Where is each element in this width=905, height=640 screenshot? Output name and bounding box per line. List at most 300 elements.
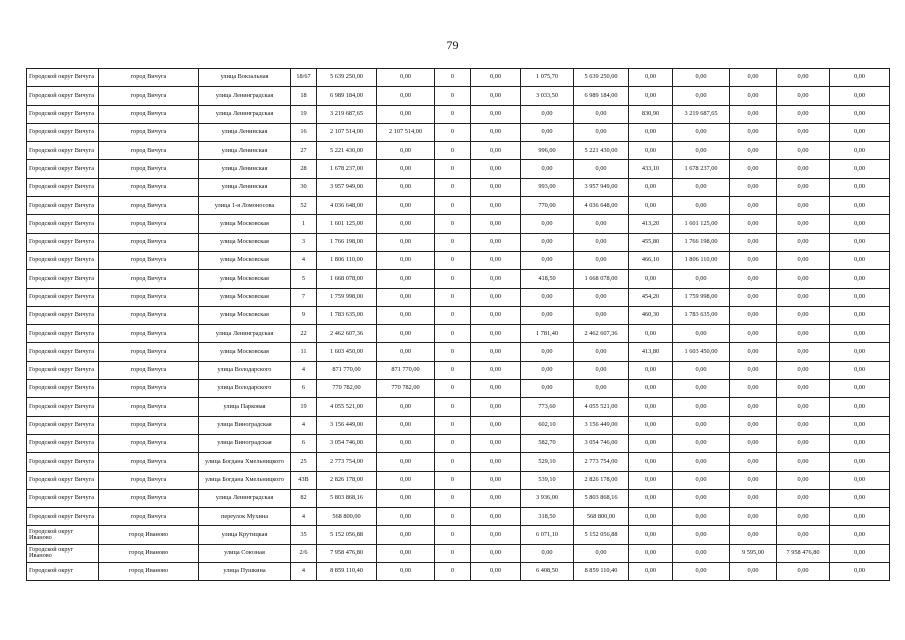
table-cell: 0,00 xyxy=(673,142,730,160)
table-cell: 0,00 xyxy=(377,142,435,160)
table-cell: 4 xyxy=(291,563,317,581)
table-cell: 1 678 237,00 xyxy=(317,160,377,178)
table-row xyxy=(27,105,890,123)
table-cell: 25 xyxy=(291,453,317,471)
table-cell: 0,00 xyxy=(777,453,830,471)
table-cell: 0 xyxy=(435,343,471,361)
table-cell: город Вичуга xyxy=(99,105,199,123)
table-cell: 0,00 xyxy=(730,563,777,581)
table-cell: 7 xyxy=(291,288,317,306)
table-cell: 0,00 xyxy=(574,343,629,361)
table-cell: город Вичуга xyxy=(99,123,199,141)
table-cell: 0,00 xyxy=(730,288,777,306)
table-cell: 0,00 xyxy=(377,343,435,361)
table-cell: 3 936,00 xyxy=(521,489,574,507)
table-cell: 0,00 xyxy=(574,215,629,233)
table-cell: 0,00 xyxy=(830,251,890,269)
table-cell: 3 957 949,00 xyxy=(574,178,629,196)
table-cell: 0,00 xyxy=(377,471,435,489)
table-cell: 0,00 xyxy=(830,197,890,215)
table-cell: 5 152 056,88 xyxy=(317,526,377,544)
table-cell: Городской округ Вичуга xyxy=(27,398,99,416)
table-cell: улица Володарского xyxy=(199,361,291,379)
table-cell: 318,50 xyxy=(521,508,574,526)
table-cell: улица Ленинская xyxy=(199,142,291,160)
table-cell: 0,00 xyxy=(830,105,890,123)
table-cell: 0 xyxy=(435,526,471,544)
table-cell: 455,80 xyxy=(629,233,673,251)
table-cell: город Вичуга xyxy=(99,87,199,105)
table-row xyxy=(27,526,890,544)
table-cell: 0,00 xyxy=(377,87,435,105)
table-cell: 0,00 xyxy=(629,270,673,288)
table-cell: 0 xyxy=(435,215,471,233)
table-cell: 0,00 xyxy=(730,526,777,544)
table-cell: 0,00 xyxy=(629,361,673,379)
table-cell: 0,00 xyxy=(377,306,435,324)
table-cell: 0,00 xyxy=(471,380,521,398)
table-cell: 0,00 xyxy=(830,178,890,196)
table-cell: 0 xyxy=(435,471,471,489)
table-cell: 0,00 xyxy=(777,123,830,141)
table-cell: 0,00 xyxy=(777,105,830,123)
table-cell: 460,30 xyxy=(629,306,673,324)
table-cell: город Вичуга xyxy=(99,361,199,379)
table-cell: 0,00 xyxy=(471,306,521,324)
table-cell: 0,00 xyxy=(471,215,521,233)
table-cell: город Вичуга xyxy=(99,288,199,306)
table-cell: 466,10 xyxy=(629,251,673,269)
table-row xyxy=(27,416,890,434)
table-cell: 4 xyxy=(291,508,317,526)
table-cell: 4 xyxy=(291,361,317,379)
table-cell: 0,00 xyxy=(730,508,777,526)
table-cell: 0,00 xyxy=(471,288,521,306)
table-cell: 0,00 xyxy=(521,380,574,398)
table-cell: 0,00 xyxy=(629,325,673,343)
page-number: 79 xyxy=(446,38,459,52)
table-cell: 1 783 635,00 xyxy=(317,306,377,324)
table-cell: 0 xyxy=(435,123,471,141)
table-cell: 0,00 xyxy=(777,288,830,306)
table-cell: 0,00 xyxy=(673,563,730,581)
table-cell: 0,00 xyxy=(574,361,629,379)
table-cell: 0,00 xyxy=(730,398,777,416)
table-cell: 0,00 xyxy=(471,251,521,269)
table-cell: улица Московская xyxy=(199,270,291,288)
table-cell: 0 xyxy=(435,398,471,416)
table-cell: 1 766 198,00 xyxy=(673,233,730,251)
table-cell: 1 781,40 xyxy=(521,325,574,343)
table-cell: 0,00 xyxy=(830,544,890,562)
table-cell: 0,00 xyxy=(471,508,521,526)
table-cell: город Вичуга xyxy=(99,471,199,489)
table-cell: 0,00 xyxy=(830,508,890,526)
table-cell: 0,00 xyxy=(521,233,574,251)
table-cell: Городской округ Вичуга xyxy=(27,489,99,507)
table-row xyxy=(27,251,890,269)
table-cell: 5 803 868,16 xyxy=(574,489,629,507)
table-cell: 0,00 xyxy=(730,325,777,343)
table-row xyxy=(27,87,890,105)
table-cell: улица Московская xyxy=(199,288,291,306)
table-cell: 0,00 xyxy=(471,123,521,141)
table-cell: 0,00 xyxy=(574,233,629,251)
table-cell: 0 xyxy=(435,361,471,379)
table-cell: 0 xyxy=(435,325,471,343)
table-cell: улица Ленинградская xyxy=(199,325,291,343)
table-cell: 0,00 xyxy=(377,416,435,434)
table-cell: 0,00 xyxy=(830,434,890,452)
table-cell: 0 xyxy=(435,197,471,215)
table-cell: 9 xyxy=(291,306,317,324)
table-cell: 0,00 xyxy=(673,87,730,105)
table-cell: город Вичуга xyxy=(99,306,199,324)
table-cell: город Иваново xyxy=(99,544,199,562)
table-cell: 0 xyxy=(435,380,471,398)
table-cell: 0 xyxy=(435,563,471,581)
table-cell: улица Пушкина xyxy=(199,563,291,581)
table-row xyxy=(27,471,890,489)
table-cell: город Вичуга xyxy=(99,233,199,251)
table-cell: 4 036 648,00 xyxy=(317,197,377,215)
table-cell: 0,00 xyxy=(574,544,629,562)
table-cell: 1 603 450,00 xyxy=(673,343,730,361)
table-cell: 871 770,00 xyxy=(317,361,377,379)
table-cell: 0,00 xyxy=(730,416,777,434)
table-cell: 0,00 xyxy=(574,306,629,324)
table-cell: 0,00 xyxy=(521,160,574,178)
table-cell: 0,00 xyxy=(377,270,435,288)
table-cell: 0,00 xyxy=(471,270,521,288)
table-cell: 413,20 xyxy=(629,215,673,233)
table-cell: 27 xyxy=(291,142,317,160)
table-cell: 0,00 xyxy=(730,233,777,251)
table-cell: 0,00 xyxy=(777,526,830,544)
table-cell: 0,00 xyxy=(777,251,830,269)
table-cell: улица Володарского xyxy=(199,380,291,398)
table-cell: 6 989 184,00 xyxy=(574,87,629,105)
table-cell: 0,00 xyxy=(777,508,830,526)
table-cell: 0 xyxy=(435,251,471,269)
table-cell: улица Ленинградская xyxy=(199,489,291,507)
table-cell: 0 xyxy=(435,489,471,507)
table-cell: 0 xyxy=(435,544,471,562)
register-table xyxy=(26,68,890,581)
table-cell: 0,00 xyxy=(471,142,521,160)
table-cell: 0,00 xyxy=(629,544,673,562)
table-cell: 0,00 xyxy=(830,563,890,581)
table-cell: 0,00 xyxy=(673,361,730,379)
table-cell: 0,00 xyxy=(377,508,435,526)
table-cell: 0,00 xyxy=(377,215,435,233)
table-cell: город Вичуга xyxy=(99,197,199,215)
table-cell: 0 xyxy=(435,288,471,306)
table-cell: Городской округ Вичуга xyxy=(27,380,99,398)
table-cell: 0,00 xyxy=(673,69,730,87)
table-cell: 0,00 xyxy=(730,69,777,87)
table-cell: 0,00 xyxy=(730,178,777,196)
table-cell: Городской округ Вичуга xyxy=(27,325,99,343)
table-row xyxy=(27,215,890,233)
table-cell: улица Ленинская xyxy=(199,123,291,141)
table-cell: 5 221 430,00 xyxy=(574,142,629,160)
table-cell: 0,00 xyxy=(777,471,830,489)
table-cell: 0,00 xyxy=(830,288,890,306)
table-cell: 1 806 110,00 xyxy=(673,251,730,269)
table-cell: 3 054 746,00 xyxy=(317,434,377,452)
table-cell: 0,00 xyxy=(830,526,890,544)
table-cell: город Вичуга xyxy=(99,178,199,196)
table-cell: Городской округ Вичуга xyxy=(27,361,99,379)
table-cell: 18/67 xyxy=(291,69,317,87)
table-cell: 0,00 xyxy=(730,380,777,398)
table-cell: 996,00 xyxy=(521,142,574,160)
table-cell: 0,00 xyxy=(471,69,521,87)
table-cell: 0,00 xyxy=(730,160,777,178)
table-cell: 529,10 xyxy=(521,453,574,471)
table-cell: 0,00 xyxy=(471,105,521,123)
table-cell: город Вичуга xyxy=(99,325,199,343)
table-cell: Городской округ Вичуга xyxy=(27,508,99,526)
table-cell: 0,00 xyxy=(777,306,830,324)
table-cell: 0,00 xyxy=(673,544,730,562)
table-cell: 0,00 xyxy=(629,471,673,489)
table-row xyxy=(27,325,890,343)
table-cell: улица 1-я Ломоносова xyxy=(199,197,291,215)
table-cell: улица Богдана Хмельницкого xyxy=(199,471,291,489)
table-cell: 0,00 xyxy=(777,398,830,416)
table-cell: 0,00 xyxy=(830,123,890,141)
register-table-body xyxy=(27,69,890,581)
table-cell: 0,00 xyxy=(377,233,435,251)
table-cell: улица Виноградская xyxy=(199,416,291,434)
table-cell: улица Ленинградская xyxy=(199,105,291,123)
table-cell: 3 219 687,65 xyxy=(673,105,730,123)
table-cell: 0,00 xyxy=(629,489,673,507)
table-cell: 0,00 xyxy=(730,489,777,507)
table-cell: 0,00 xyxy=(730,453,777,471)
table-cell: 0,00 xyxy=(777,434,830,452)
table-cell: 0,00 xyxy=(730,434,777,452)
table-row xyxy=(27,306,890,324)
table-cell: улица Московская xyxy=(199,306,291,324)
table-cell: 0,00 xyxy=(471,233,521,251)
table-cell: 0,00 xyxy=(777,233,830,251)
table-cell: 4 055 521,00 xyxy=(574,398,629,416)
table-cell: город Вичуга xyxy=(99,416,199,434)
table-cell: 0 xyxy=(435,87,471,105)
table-cell: 6 989 184,00 xyxy=(317,87,377,105)
table-cell: 9 595,00 xyxy=(730,544,777,562)
table-cell: 0,00 xyxy=(377,526,435,544)
table-cell: 6 xyxy=(291,434,317,452)
table-row xyxy=(27,197,890,215)
table-cell: 0,00 xyxy=(730,87,777,105)
table-cell: 0,00 xyxy=(730,105,777,123)
table-cell: 4 036 648,00 xyxy=(574,197,629,215)
table-cell: 2 826 178,00 xyxy=(574,471,629,489)
table-cell: 0,00 xyxy=(629,69,673,87)
table-row xyxy=(27,178,890,196)
table-cell: 4 xyxy=(291,416,317,434)
table-row xyxy=(27,398,890,416)
table-cell: улица Крутицкая xyxy=(199,526,291,544)
table-cell: 0,00 xyxy=(730,343,777,361)
table-row xyxy=(27,380,890,398)
table-cell: 1 075,70 xyxy=(521,69,574,87)
table-cell: 0,00 xyxy=(830,453,890,471)
table-cell: 0,00 xyxy=(730,215,777,233)
table-cell: 0,00 xyxy=(730,361,777,379)
table-cell: 0,00 xyxy=(471,87,521,105)
table-cell: 0 xyxy=(435,105,471,123)
table-cell: 0,00 xyxy=(377,288,435,306)
table-cell: 0,00 xyxy=(830,142,890,160)
table-cell: 0,00 xyxy=(673,508,730,526)
table-cell: 6 071,10 xyxy=(521,526,574,544)
table-cell: 0,00 xyxy=(830,416,890,434)
table-cell: город Вичуга xyxy=(99,434,199,452)
table-cell: 0 xyxy=(435,306,471,324)
table-cell: 0,00 xyxy=(629,508,673,526)
table-cell: 5 xyxy=(291,270,317,288)
table-cell: Городской округ Иваново xyxy=(27,526,99,544)
table-cell: 5 639 250,00 xyxy=(574,69,629,87)
table-cell: 0,00 xyxy=(830,380,890,398)
table-cell: 43В xyxy=(291,471,317,489)
table-cell: 0,00 xyxy=(471,416,521,434)
table-cell: 0,00 xyxy=(377,434,435,452)
table-row xyxy=(27,489,890,507)
table-row xyxy=(27,233,890,251)
table-cell: город Вичуга xyxy=(99,380,199,398)
table-cell: улица Московская xyxy=(199,233,291,251)
table-cell: 0,00 xyxy=(730,270,777,288)
table-cell: 2 773 754,00 xyxy=(574,453,629,471)
table-cell: 0,00 xyxy=(629,87,673,105)
table-cell: Городской округ Вичуга xyxy=(27,123,99,141)
table-cell: 0,00 xyxy=(830,489,890,507)
table-cell: 0,00 xyxy=(629,434,673,452)
table-row xyxy=(27,563,890,581)
table-cell: город Вичуга xyxy=(99,251,199,269)
table-cell: 0,00 xyxy=(521,361,574,379)
table-cell: переулок Мухина xyxy=(199,508,291,526)
table-cell: 993,00 xyxy=(521,178,574,196)
table-cell: 0,00 xyxy=(521,123,574,141)
table-cell: 0,00 xyxy=(830,306,890,324)
table-cell: город Вичуга xyxy=(99,398,199,416)
table-cell: 413,80 xyxy=(629,343,673,361)
table-cell: 0 xyxy=(435,434,471,452)
table-cell: 0,00 xyxy=(629,563,673,581)
table-cell: 2 462 607,36 xyxy=(574,325,629,343)
table-cell: 7 958 476,80 xyxy=(317,544,377,562)
table-cell: 582,70 xyxy=(521,434,574,452)
table-cell: 0,00 xyxy=(777,142,830,160)
table-cell: 6 xyxy=(291,380,317,398)
table-cell: 568 800,00 xyxy=(574,508,629,526)
table-cell: 0,00 xyxy=(777,215,830,233)
table-cell: 0,00 xyxy=(521,306,574,324)
table-cell: 1 603 450,00 xyxy=(317,343,377,361)
table-cell: 0,00 xyxy=(673,197,730,215)
table-cell: 0,00 xyxy=(777,380,830,398)
table-cell: 0,00 xyxy=(673,380,730,398)
table-cell: 0,00 xyxy=(377,325,435,343)
table-cell: 0,00 xyxy=(629,398,673,416)
table-cell: Городской округ Иваново xyxy=(27,544,99,562)
table-cell: 0,00 xyxy=(673,471,730,489)
table-cell: улица Виноградская xyxy=(199,434,291,452)
table-cell: 0,00 xyxy=(471,471,521,489)
table-cell: 0,00 xyxy=(574,123,629,141)
table-cell: 0 xyxy=(435,142,471,160)
table-cell: 0,00 xyxy=(830,233,890,251)
table-cell: Городской округ Вичуга xyxy=(27,197,99,215)
table-row xyxy=(27,123,890,141)
table-cell: 5 221 430,00 xyxy=(317,142,377,160)
table-cell: 433,10 xyxy=(629,160,673,178)
table-cell: улица Вокзальная xyxy=(199,69,291,87)
table-cell: 0,00 xyxy=(377,69,435,87)
table-cell: 0,00 xyxy=(471,343,521,361)
table-cell: 3 219 687,65 xyxy=(317,105,377,123)
table-cell: 1 601 125,00 xyxy=(673,215,730,233)
table-row xyxy=(27,508,890,526)
table-cell: 770 782,00 xyxy=(377,380,435,398)
table-cell: 770 782,00 xyxy=(317,380,377,398)
table-cell: город Вичуга xyxy=(99,270,199,288)
table-cell: 0,00 xyxy=(777,416,830,434)
table-row xyxy=(27,160,890,178)
table-cell: 0,00 xyxy=(777,160,830,178)
table-cell: 0 xyxy=(435,233,471,251)
table-cell: 0,00 xyxy=(377,489,435,507)
table-cell: 0,00 xyxy=(377,105,435,123)
table-cell: Городской округ Вичуга xyxy=(27,87,99,105)
table-cell: улица Ленинградская xyxy=(199,87,291,105)
table-cell: 0,00 xyxy=(377,453,435,471)
table-cell: 35 xyxy=(291,526,317,544)
table-cell: 1 668 078,00 xyxy=(574,270,629,288)
table-cell: 52 xyxy=(291,197,317,215)
table-row xyxy=(27,544,890,562)
table-cell: 0,00 xyxy=(377,398,435,416)
table-cell: 0,00 xyxy=(830,398,890,416)
table-cell: 3 156 449,00 xyxy=(317,416,377,434)
table-cell: 0,00 xyxy=(377,563,435,581)
table-cell: 0,00 xyxy=(471,197,521,215)
table-cell: 5 639 250,00 xyxy=(317,69,377,87)
table-cell: 0,00 xyxy=(830,270,890,288)
table-cell: 0,00 xyxy=(629,123,673,141)
table-row xyxy=(27,288,890,306)
table-cell: 0,00 xyxy=(830,215,890,233)
table-cell: улица Московская xyxy=(199,343,291,361)
table-cell: 0,00 xyxy=(471,453,521,471)
table-cell: 4 055 521,00 xyxy=(317,398,377,416)
table-cell: Городской округ Вичуга xyxy=(27,160,99,178)
table-cell: 0,00 xyxy=(629,380,673,398)
table-cell: 1 601 125,00 xyxy=(317,215,377,233)
table-cell: 0,00 xyxy=(730,471,777,489)
table-cell: 1 668 078,00 xyxy=(317,270,377,288)
table-cell: 0,00 xyxy=(777,270,830,288)
table-cell: 0,00 xyxy=(471,160,521,178)
table-cell: 2 107 514,00 xyxy=(377,123,435,141)
